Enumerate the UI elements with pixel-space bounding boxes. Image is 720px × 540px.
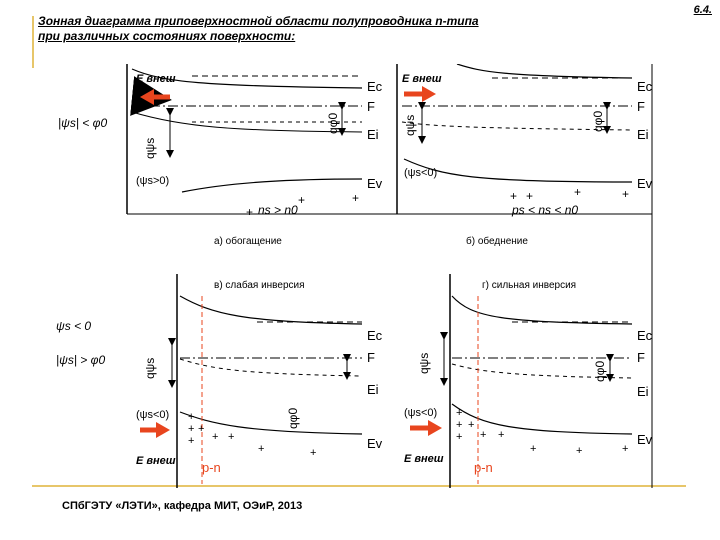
panel-d-qphi-label: qφ0 — [593, 360, 607, 382]
panel-d-f-label: F — [637, 350, 645, 365]
slide-number: 6.4. — [693, 4, 712, 16]
panel-a-ei-label: Ei — [367, 127, 379, 142]
footer-credit: СПбГЭТУ «ЛЭТИ», кафедра МИТ, ОЭиР, 2013 — [62, 500, 303, 512]
panel-c-plus-4: + — [198, 423, 205, 435]
panel-c-ec-curve — [180, 296, 362, 324]
caption-c: в) слабая инверсия — [214, 280, 305, 291]
panel-c-condition-1: ψs < 0 — [56, 319, 92, 333]
panel-c-plus-1: + — [188, 411, 195, 423]
panel-b-qpsi-label: qψs — [403, 114, 417, 136]
panel-b-plus-2: + — [526, 189, 534, 203]
panel-b-arrow-head — [422, 86, 436, 102]
title-line-2: при различных состояниях поверхности: — [38, 29, 296, 43]
accent-rule-vertical — [32, 16, 34, 68]
panel-c-ei-label: Ei — [367, 382, 379, 397]
panel-d-plus-1: + — [456, 407, 463, 419]
panel-c-ei-curve — [180, 359, 362, 376]
panel-c-ev-curve — [180, 412, 362, 434]
panel-d-e-field-label: E внеш — [404, 453, 444, 465]
panel-c-psi-sign: (ψs<0) — [136, 409, 170, 421]
panel-a-ec-label: Ec — [367, 79, 383, 94]
panel-a-f-label: F — [367, 99, 375, 114]
panel-d-pn-label: p-n — [474, 460, 493, 475]
panel-a-arrow-head — [140, 89, 154, 105]
panel-b-e-field-label: E внеш — [402, 73, 442, 85]
panel-d-plus-4: + — [468, 419, 475, 431]
slide-title — [38, 14, 598, 44]
panel-b-ei-label: Ei — [637, 127, 649, 142]
caption-d: г) сильная инверсия — [482, 280, 577, 291]
panel-b-depletion — [402, 64, 653, 217]
panel-c-plus-8: + — [310, 447, 317, 459]
panel-d-ec-curve — [452, 296, 632, 324]
panel-a-qphi-label: qφ0 — [326, 112, 340, 134]
panel-c-plus-5: + — [212, 431, 219, 443]
panel-a-plus-3: + — [352, 191, 360, 205]
panel-c-weak-inversion — [56, 296, 383, 484]
panel-b-plus-1: + — [510, 189, 518, 203]
panel-c-plus-6: + — [228, 431, 235, 443]
panel-d-arrow-head — [428, 420, 442, 436]
title-line-1: Зонная диаграмма приповерхностной области полупроводника n-типа — [38, 14, 479, 28]
panel-a-plus-1: + — [246, 205, 254, 219]
panel-c-f-label: F — [367, 350, 375, 365]
panel-d-ev-label: Ev — [637, 432, 653, 447]
panel-b-plus-4: + — [622, 187, 630, 201]
panel-d-qpsi-label: qψs — [417, 352, 431, 374]
panel-c-qphi-label: qφ0 — [286, 407, 300, 429]
panel-a-psi-sign: (ψs>0) — [136, 175, 170, 187]
panel-b-qphi-label: qφ0 — [591, 110, 605, 132]
panel-a-ev-label: Ev — [367, 176, 383, 191]
panel-b-ec-label: Ec — [637, 79, 653, 94]
panel-c-plus-7: + — [258, 443, 265, 455]
panel-b-ns: ps < ns < n0 — [512, 203, 579, 217]
panel-d-ev-curve — [452, 404, 632, 434]
panel-d-psi-sign: (ψs<0) — [404, 407, 438, 419]
panel-c-pn-label: p-n — [202, 460, 221, 475]
panel-a-ec-curve — [132, 69, 362, 88]
panel-b-ev-label: Ev — [637, 176, 653, 191]
panel-c-plus-2: + — [188, 423, 195, 435]
panel-d-strong-inversion — [404, 296, 653, 484]
panel-b-psi-sign: (ψs<0) — [404, 167, 438, 179]
panel-c-plus-3: + — [188, 435, 195, 447]
panel-d-plus-5: + — [480, 429, 487, 441]
panel-d-plus-3: + — [456, 431, 463, 443]
panel-a-ev-curve — [182, 179, 362, 192]
panel-a-plus-2: + — [298, 193, 306, 207]
panel-d-plus-6: + — [498, 429, 505, 441]
panel-c-ec-label: Ec — [367, 328, 383, 343]
caption-b: б) обеднение — [466, 236, 528, 247]
panel-d-ei-label: Ei — [637, 384, 649, 399]
panel-a-qpsi-label: qψs — [143, 137, 157, 159]
panel-c-condition-2: |ψs| > φ0 — [56, 353, 106, 367]
panel-b-ec-curve — [457, 64, 632, 78]
panel-d-plus-7: + — [530, 443, 537, 455]
panel-a-e-field-label: E внеш — [136, 73, 176, 85]
panel-b-f-label: F — [637, 99, 645, 114]
panel-b-ev-curve — [404, 159, 632, 182]
panel-c-e-field-label: E внеш — [136, 455, 176, 467]
panel-a-ns: ns > n0 — [258, 203, 298, 217]
panel-a-condition: |ψs| < φ0 — [58, 116, 108, 130]
panel-d-plus-9: + — [622, 443, 629, 455]
panel-a-enrichment — [58, 69, 383, 219]
caption-a: а) обогащение — [214, 236, 282, 247]
panel-d-plus-2: + — [456, 419, 463, 431]
panel-c-qpsi-label: qψs — [143, 357, 157, 379]
band-diagram-figure — [32, 64, 686, 488]
panel-c-arrow-head — [156, 422, 170, 438]
panel-b-plus-3: + — [574, 185, 582, 199]
panel-c-ev-label: Ev — [367, 436, 383, 451]
panel-d-plus-8: + — [576, 445, 583, 457]
panel-d-ec-label: Ec — [637, 328, 653, 343]
